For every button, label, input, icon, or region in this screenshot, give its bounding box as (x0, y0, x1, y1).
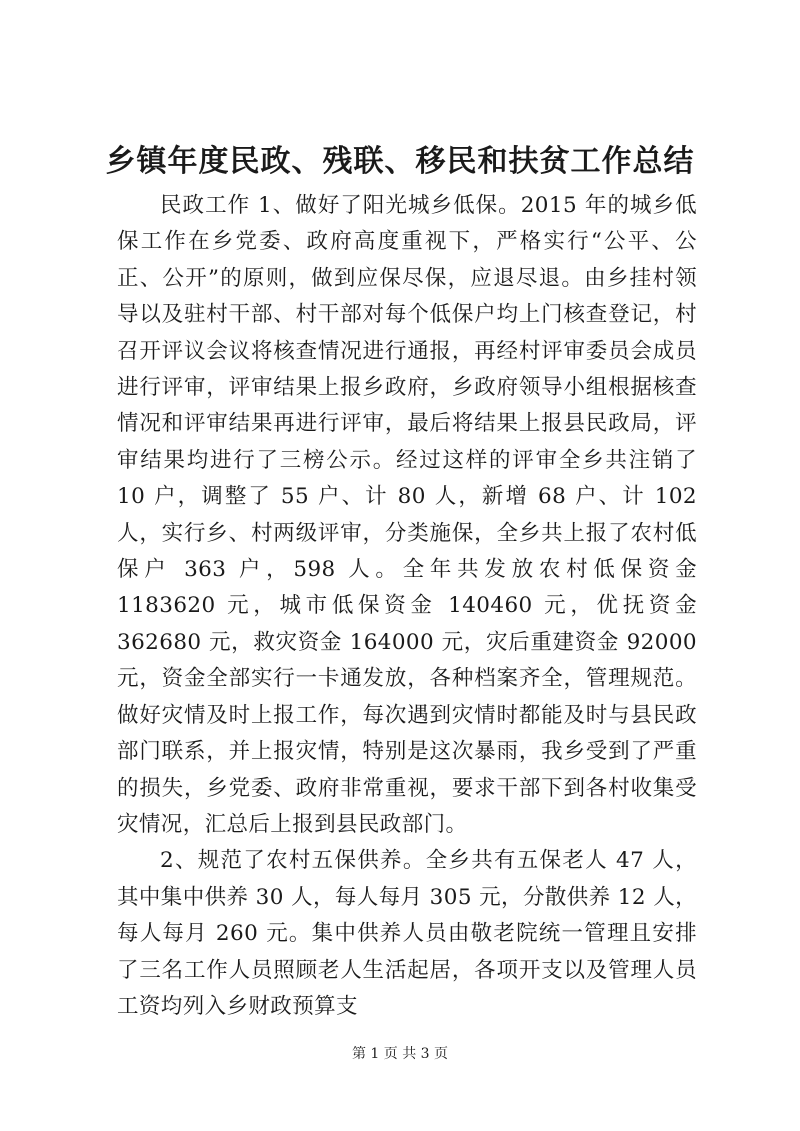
paragraph-five-guarantees: 2、规范了农村五保供养。全乡共有五保老人 47 人，其中集中供养 30 人，每人每月 305 元，分散供养 12 人，每人每月 260 元。集中供养人员由敬老院统一管理且安排了三名工作人员照顾老人生活起居，各项开支以及管理人员工资均列入乡财政预算支 (117, 848, 697, 1019)
document-body (117, 188, 697, 1025)
page-footer: 第 1 页 共 3 页 (351, 1046, 449, 1062)
paragraph-civil-affairs: 民政工作 1、做好了阳光城乡低保。2015 年的城乡低保工作在乡党委、政府高度重视下，严格实行“公平、公正、公开”的原则，做到应保尽保，应退尽退。由乡挂村领导以及驻村干部、村干部对每个低保户均上门核查登记，村召开评议会议将核查情况进行通报，再经村评审委员会成员进行评审，评审结果上报乡政府，乡政府领导小组根据核查情况和评审结果再进行评审，最后将结果上报县民政局，评审结果均进行了三榜公示。经过这样的评审全乡共注销了 10 户，调整了 55 户、计 80 人，新增 68 户、计 102 人，实行乡、村两级评审，分类施保，全乡共上报了农村低保户 363 户，598 人。全年共发放农村低保资金 1183620 元，城市低保资金 140460 元，优抚资金 362680 元，救灾资金 164000 元，灾后重建资金 92000 元，资金全部实行一卡通发放，各种档案齐全，管理规范。做好灾情及时上报工作，每次遇到灾情时都能及时与县民政部门联系，并上报灾情，特别是这次暴雨，我乡受到了严重的损失，乡党委、政府非常重视，要求干部下到各村收集受灾情况，汇总后上报到县民政部门。 (117, 193, 697, 837)
page-title: 乡镇年度民政、残联、移民和扶贫工作总结 (105, 144, 695, 179)
